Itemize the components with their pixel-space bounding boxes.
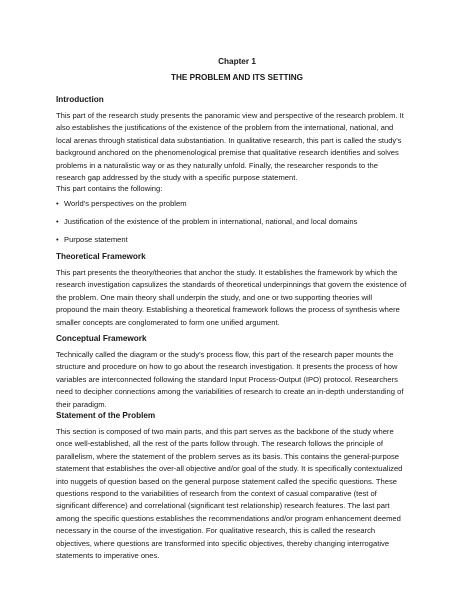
text-line: parallelism, where the statement of the problem serves as its basis. This contains the general-purpose xyxy=(56,451,400,461)
bullet-text: Justification of the existence of the problem in international, national, and local domains xyxy=(64,217,358,226)
text-line: objectives, where questions are transformed into specific objectives, thereby changing interrogative xyxy=(56,538,390,548)
text-line: This part presents the theory/theories that anchor the study. It establishes the framework by which the xyxy=(56,268,398,277)
chapter-title: THE PROBLEM AND ITS SETTING xyxy=(170,73,304,82)
text-line: the problem. One main theory shall underpin the study, and one or two supporting theories will xyxy=(56,292,373,302)
text-line: variables are interconnected following the standard Input Process-Output (IPO) protocol. Researchers xyxy=(56,374,398,384)
theoretical-framework-heading: Theoretical Framework xyxy=(56,252,146,261)
statement-of-problem-paragraph xyxy=(56,426,418,562)
text-line: propound the main theory. Establishing a theoretical framework follows the process of synthesis where xyxy=(56,305,400,315)
conceptual-framework-paragraph xyxy=(56,349,418,411)
bullet-icon: • xyxy=(56,217,59,226)
text-line: research gap addressed by the study with a specific purpose statement. xyxy=(56,173,298,183)
bullet-text: Purpose statement xyxy=(64,235,128,244)
bullet-item xyxy=(56,235,128,245)
text-line: research investigation capsulizes the standards of theoretical underpinnings that govern the existence of xyxy=(56,280,407,290)
text-line: significant difference) and correlational (significant test relationship) research features. The last part xyxy=(56,501,390,511)
text-line: also establishes the justifications of the existence of the problem from the international, national, and xyxy=(56,123,394,133)
text-line: their paradigm. xyxy=(56,399,107,409)
text-line: structure and procedure on how to go about the research investigation. It presents the process of how xyxy=(56,362,398,372)
text-line: Technically called the diagram or the study's process flow, this part of the research paper mounts the xyxy=(56,350,394,359)
bullet-item xyxy=(56,199,187,209)
text-line: among the specific questions establishes the recommendations and/or program enhancement deemed xyxy=(56,513,401,523)
text-line: local arenas through statistical data substantiation. In qualitative research, this part is called the study's xyxy=(56,135,402,145)
text-line: into nuggets of question based on the general purpose statement called the specific questions. These xyxy=(56,476,397,486)
statement-of-problem-heading: Statement of the Problem xyxy=(56,411,156,420)
text-line: This section is composed of two main parts, and this part serves as the backbone of the study where xyxy=(56,427,394,436)
text-line: necessary in the course of the investigation. For qualitative research, this is called the research xyxy=(56,526,376,536)
chapter-label: Chapter 1 xyxy=(218,57,256,66)
text-line: need to decipher connections among the variabilities of research to create an in-depth understanding of xyxy=(56,387,404,397)
text-line: smaller concepts are conglomerated to form one unified argument. xyxy=(56,317,280,327)
text-line: problems in a naturalistic way or as they naturally unfold. Finally, the researcher responds to the xyxy=(56,160,378,170)
text-line: once well-established, all the rest of the parts follow through. The research follows the principle of xyxy=(56,439,383,449)
introduction-paragraph xyxy=(56,110,418,184)
contains-paragraph: This part contains the following: xyxy=(56,184,163,193)
conceptual-framework-heading: Conceptual Framework xyxy=(56,334,147,343)
theoretical-framework-paragraph xyxy=(56,267,418,329)
bullet-item xyxy=(56,217,357,227)
introduction-heading: Introduction xyxy=(56,95,104,104)
text-line: statement that establishes the over-all objective and/or goal of the study. It is specifically contextualized xyxy=(56,464,403,474)
bullet-icon: • xyxy=(56,199,59,208)
text-line: statements to imperative ones. xyxy=(56,551,160,561)
bullet-icon: • xyxy=(56,235,59,244)
bullet-text: World’s perspectives on the problem xyxy=(64,199,187,208)
text-line: background anchored on the phenomenological premise that qualitative research identifies and solves xyxy=(56,148,399,158)
text-line: This part of the research study presents the panoramic view and perspective of the research problem. It xyxy=(56,111,404,120)
text-line: questions respond to the variabilities of research from the context of casual comparative (test of xyxy=(56,489,377,499)
